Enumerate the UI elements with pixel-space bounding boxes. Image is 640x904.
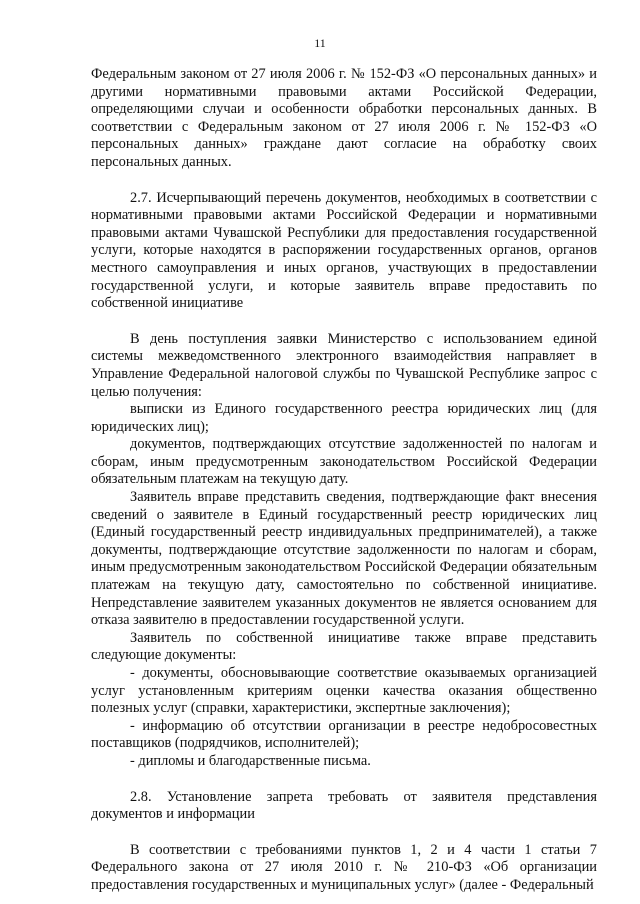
- page-number: 11: [314, 36, 326, 50]
- document-body: [91, 66, 597, 895]
- list-item-no-debt-documents: документов, подтверждающих отсутствие задолженностей по налогам и сборам, иным предусмотренным законодательством Российской Федерации обязательным платежам на текущую дату.: [91, 436, 597, 488]
- list-item-quality-criteria: - документы, обосновывающие соответствие оказываемых организацией услуг установленным критериям оценки качества оказания общественно полезных услуг (справки, характеристики, экспертные заключения);: [91, 665, 597, 717]
- paragraph-continuation: Федеральным законом от 27 июля 2006 г. № 152-ФЗ «О персональных данных» и другими нормативными правовыми актами Российской Федерации, определяющими случаи и особенности обработки персональных данных. В соответствии с Федеральным законом от 27 июля 2006 г. № 152-ФЗ «О персональных данных» граждане дают согласие на обработку своих персональных данных.: [91, 66, 597, 170]
- section-heading-2-7: 2.7. Исчерпывающий перечень документов, необходимых в соответствии с нормативными правовыми актами Российской Федерации и нормативными правовыми актами Чувашской Республики для предоставления государственной услуги, которые находятся в распоряжении государственных органов, органов местного самоуправления и иных органов, участвующих в предоставлении государственной услуги, и которые заявитель вправе предоставить по собственной инициативе: [91, 189, 597, 312]
- list-item-egrul-extract: выписки из Единого государственного реестра юридических лиц (для юридических лиц);: [91, 401, 597, 435]
- paragraph-interagency-request: В день поступления заявки Министерство с использованием единой системы межведомственного электронного взаимодействия направляет в Управление Федеральной налоговой службы по Чувашской Республике запрос с целью получения:: [91, 330, 597, 400]
- paragraph-additional-documents: Заявитель по собственной инициативе также вправе представить следующие документы:: [91, 629, 597, 664]
- paragraph-federal-law-210: В соответствии с требованиями пунктов 1, 2 и 4 части 1 статьи 7 Федерального закона от 27 июля 2010 г. № 210-ФЗ «Об организации предоставления государственных и муниципальных услуг» (далее - Федеральный: [91, 841, 597, 893]
- list-item-supplier-register: - информацию об отсутствии организации в реестре недобросовестных поставщиков (подрядчиков, исполнителей);: [91, 717, 597, 752]
- list-item-diplomas: - дипломы и благодарственные письма.: [130, 752, 371, 769]
- paragraph-applicant-right: Заявитель вправе представить сведения, подтверждающие факт внесения сведений о заявителе в Единый государственный реестр юридических лиц (Единый государственный реестр индивидуальных предпринимателей), а также документы, подтверждающие отсутствие задолженности по налогам и сборам, иным предусмотренным законодательством Российской Федерации обязательным платежам на текущую дату, самостоятельно по собственной инициативе. Непредставление заявителем указанных документов не является основанием для отказа заявителю в предоставлении государственной услуги.: [91, 489, 597, 629]
- section-heading-2-8: 2.8. Установление запрета требовать от заявителя представления документов и информации: [91, 788, 597, 823]
